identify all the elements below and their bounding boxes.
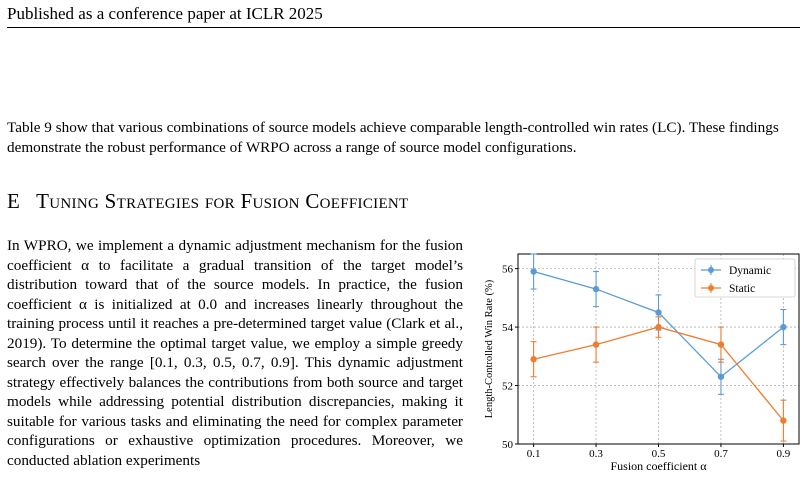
legend-marker	[708, 267, 714, 273]
data-point	[780, 324, 786, 330]
section-heading	[7, 188, 409, 214]
data-point	[593, 286, 599, 292]
data-point	[655, 324, 661, 330]
x-tick-label: 0.5	[651, 448, 666, 460]
x-axis-label: Fusion coefficient α	[610, 459, 707, 473]
legend-marker	[708, 285, 714, 291]
legend-label: Static	[729, 283, 756, 295]
intro-text: Table 9 show that various combinations of source models achieve comparable length-controlled win rates (LC). These findings demonstrate the robust performance of WRPO across a range of source model configurations.	[7, 119, 779, 156]
x-tick-label: 0.1	[526, 448, 541, 460]
section-title: Tuning Strategies for Fusion Coefficient	[36, 189, 409, 213]
y-tick-label: 56	[502, 263, 513, 276]
body-paragraph	[7, 236, 463, 470]
intro-paragraph	[7, 118, 802, 158]
figure	[478, 248, 803, 476]
data-point	[530, 356, 536, 362]
y-tick-label: 52	[502, 380, 513, 393]
data-point	[593, 341, 599, 347]
data-point	[718, 341, 724, 347]
section-number: E	[7, 189, 21, 213]
legend-label: Dynamic	[729, 265, 772, 277]
data-point	[655, 309, 661, 315]
y-tick-label: 54	[502, 322, 513, 335]
body-text: In WPRO, we implement a dynamic adjustment mechanism for the fusion coefficient α to facilitate a gradual transition of the target model’s distribution toward that of the source models. In practice, the fusion coefficient α is initialized at 0.0 and increases linearly throughout the training process until it reaches a pre-determined target value (Clark et al., 2019). To determine the optimal target value, we employ a simple greedy search over the range [0.1, 0.3, 0.5, 0.7, 0.9]. This dynamic adjustment strategy effectively balances the contributions from both source and target models while addressing potential distribution discrepancies, making it suitable for various tasks and eliminating the need for complex parameter configurations or exhaustive optimization procedures. Moreover, we conducted ablation experiments	[7, 237, 463, 469]
header-rule	[7, 27, 800, 28]
page-header: Published as a conference paper at ICLR 2025	[7, 4, 323, 23]
win-rate-chart	[478, 248, 803, 476]
x-tick-label: 0.7	[714, 448, 728, 460]
data-point	[780, 417, 786, 423]
data-point	[530, 268, 536, 274]
y-tick-label: 50	[502, 439, 513, 451]
x-tick-label: 0.9	[776, 448, 791, 460]
data-point	[718, 374, 724, 380]
x-tick-label: 0.3	[589, 448, 603, 460]
y-axis-label: Length-Controlled Win Rate (%)	[484, 279, 495, 419]
